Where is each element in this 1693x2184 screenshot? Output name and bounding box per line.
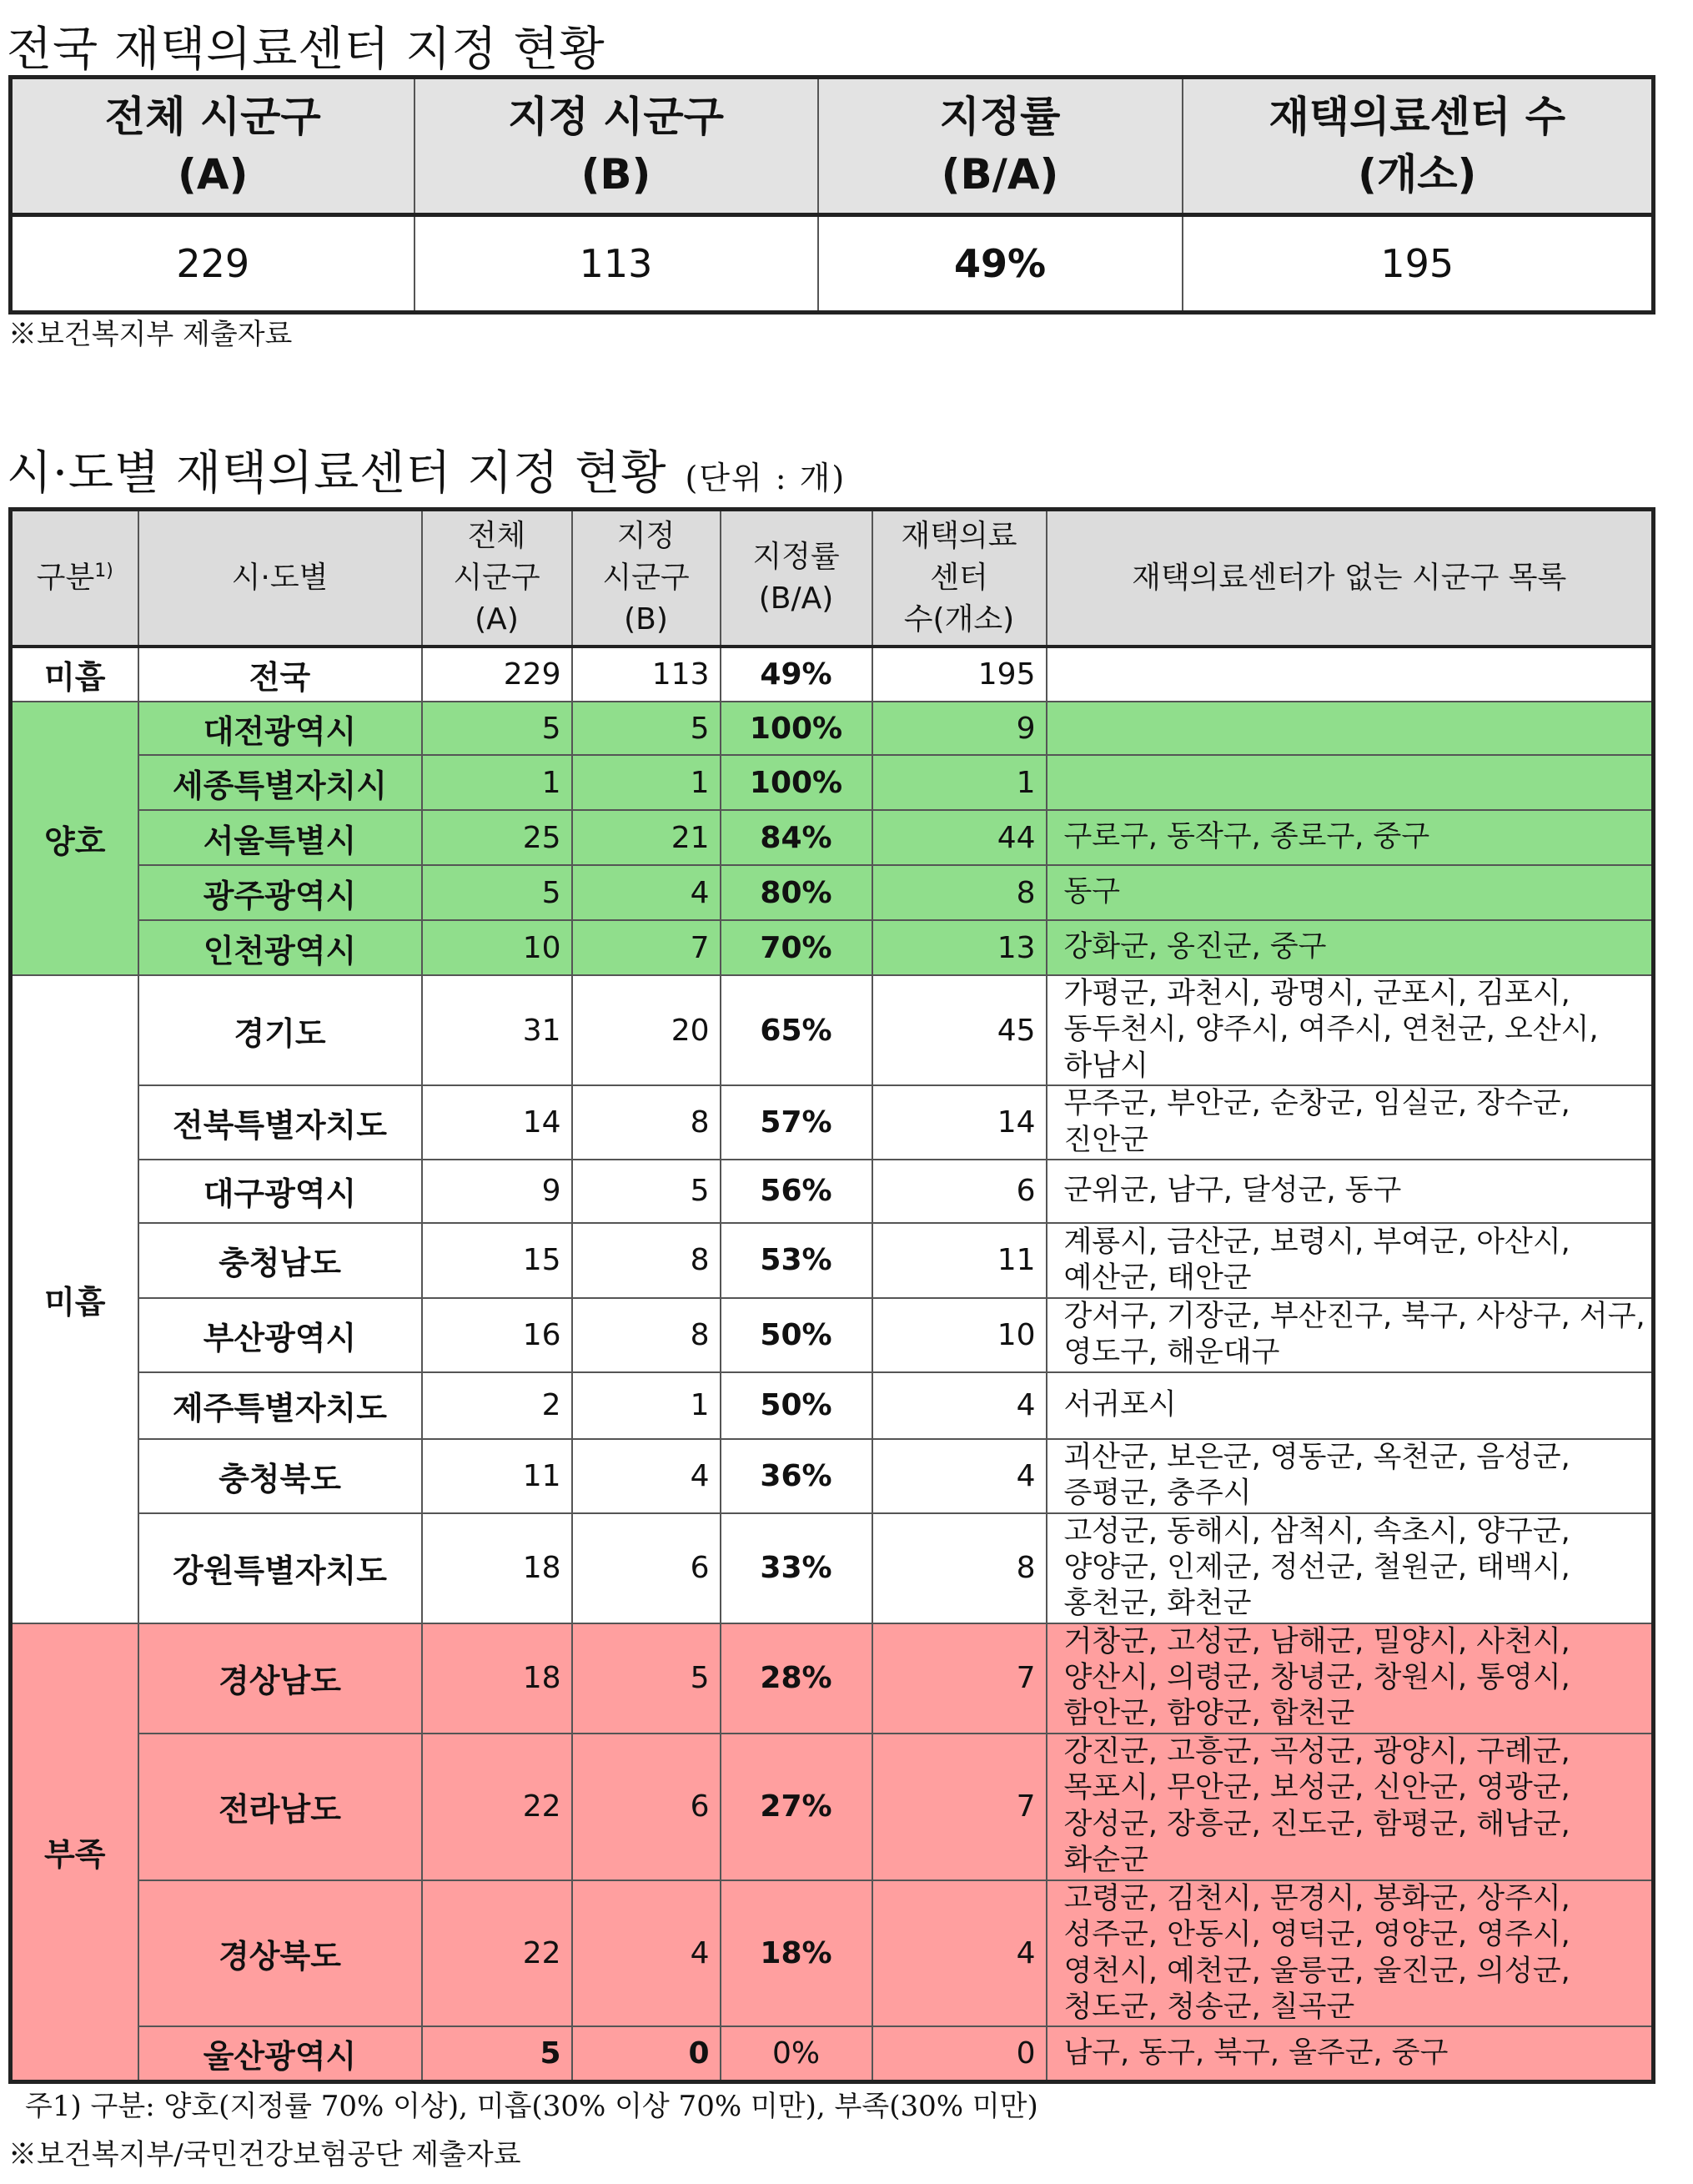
region-cell: 충청북도	[138, 1439, 422, 1513]
table-row	[11, 1372, 1654, 1439]
missing-list-line: 무주군, 부안군, 순창군, 임실군, 장수군,	[1063, 1087, 1570, 1121]
table-row	[11, 1734, 1654, 1880]
header-centers: 재택의료센터 수 (개소)	[1183, 78, 1654, 215]
missing-list-line: 고성군, 동해시, 삼척시, 속초시, 양구군,	[1063, 1514, 1570, 1548]
title-national: 전국 재택의료센터 지정 현황	[7, 23, 605, 77]
centers-cell: 6	[872, 1160, 1047, 1223]
grade-cell: 미흡	[11, 975, 138, 1623]
total-cell: 11	[422, 1439, 572, 1513]
unit-label: (단위 : 개)	[685, 460, 846, 496]
header-rate: 지정률 (B/A)	[818, 78, 1183, 215]
missing-list-line: 거창군, 고성군, 남해군, 밀양시, 사천시,	[1063, 1624, 1570, 1658]
total-cell: 5	[422, 2026, 572, 2081]
value-total: 229	[11, 215, 414, 313]
region-cell: 부산광역시	[138, 1298, 422, 1372]
missing-list-cell	[1047, 702, 1654, 755]
value-centers: 195	[1183, 215, 1654, 313]
total-cell: 31	[422, 975, 572, 1085]
missing-list-cell	[1047, 1372, 1654, 1439]
designated-cell: 5	[572, 1160, 721, 1223]
region-cell: 광주광역시	[138, 865, 422, 920]
missing-list-cell	[1047, 975, 1654, 1085]
missing-list-line: 동두천시, 양주시, 여주시, 연천군, 오산시,	[1063, 1013, 1599, 1047]
missing-list-line: 강진군, 고흥군, 곡성군, 광양시, 구례군,	[1063, 1735, 1570, 1769]
missing-list-line: 청도군, 청송군, 칠곡군	[1063, 1990, 1355, 2025]
table-row	[11, 1298, 1654, 1372]
designated-cell: 1	[572, 1372, 721, 1439]
missing-list-line: 영도구, 해운대구	[1063, 1336, 1280, 1370]
table-row	[11, 1223, 1654, 1298]
missing-list-cell	[1047, 2026, 1654, 2081]
missing-list-line: 하남시	[1063, 1049, 1148, 1083]
header-missing-list: 재택의료센터가 없는 시군구 목록	[1047, 510, 1654, 647]
designated-cell: 4	[572, 865, 721, 920]
missing-list-line: 장성군, 장흥군, 진도군, 함평군, 해남군,	[1063, 1807, 1570, 1841]
designated-cell: 6	[572, 1734, 721, 1880]
missing-list-cell	[1047, 1513, 1654, 1623]
missing-list-line: 양양군, 인제군, 정선군, 철원군, 태백시,	[1063, 1550, 1570, 1584]
rate-cell: 49%	[721, 647, 872, 702]
total-cell: 18	[422, 1623, 572, 1734]
missing-list-cell	[1047, 755, 1654, 810]
rate-cell: 57%	[721, 1085, 872, 1160]
table-row	[11, 1513, 1654, 1623]
rate-cell: 100%	[721, 702, 872, 755]
rate-cell: 36%	[721, 1439, 872, 1513]
designated-cell: 8	[572, 1223, 721, 1298]
table-row	[11, 975, 1654, 1085]
region-cell: 울산광역시	[138, 2026, 422, 2081]
total-cell: 14	[422, 1085, 572, 1160]
source-note-1: ※보건복지부 제출자료	[8, 318, 293, 351]
region-cell: 제주특별자치도	[138, 1372, 422, 1439]
designated-cell: 20	[572, 975, 721, 1085]
table-row	[11, 1160, 1654, 1223]
total-cell: 9	[422, 1160, 572, 1223]
region-cell: 경상북도	[138, 1880, 422, 2027]
total-cell: 229	[422, 647, 572, 702]
rate-cell: 18%	[721, 1880, 872, 2027]
rate-cell: 65%	[721, 975, 872, 1085]
region-cell: 전북특별자치도	[138, 1085, 422, 1160]
designated-cell: 6	[572, 1513, 721, 1623]
grade-cell: 양호	[11, 702, 138, 975]
rate-cell: 56%	[721, 1160, 872, 1223]
table1-value-row	[11, 215, 1654, 313]
missing-list-cell	[1047, 1298, 1654, 1372]
total-cell: 22	[422, 1734, 572, 1880]
centers-cell: 0	[872, 2026, 1047, 2081]
region-cell: 강원특별자치도	[138, 1513, 422, 1623]
centers-cell: 7	[872, 1623, 1047, 1734]
missing-list-line: 함안군, 함양군, 합천군	[1063, 1697, 1355, 1731]
region-cell: 인천광역시	[138, 920, 422, 975]
designated-cell: 21	[572, 810, 721, 865]
table1-header-row	[11, 78, 1654, 215]
designated-cell: 113	[572, 647, 721, 702]
total-cell: 5	[422, 865, 572, 920]
total-cell: 1	[422, 755, 572, 810]
missing-list-cell: 강화군, 옹진군, 중구	[1047, 920, 1654, 975]
regional-table	[8, 507, 1655, 2084]
missing-list-cell	[1047, 1880, 1654, 2027]
centers-cell: 8	[872, 865, 1047, 920]
centers-cell: 1	[872, 755, 1047, 810]
total-cell: 2	[422, 1372, 572, 1439]
missing-list-cell	[1047, 1085, 1654, 1160]
region-cell: 전라남도	[138, 1734, 422, 1880]
total-cell: 25	[422, 810, 572, 865]
missing-list-line: 진안군	[1063, 1123, 1148, 1157]
header-centers: 재택의료 센터 수(개소)	[872, 510, 1047, 647]
rate-cell: 50%	[721, 1298, 872, 1372]
header-total: 전체 시군구 (A)	[422, 510, 572, 647]
missing-list-line: 가평군, 과천시, 광명시, 군포시, 김포시,	[1063, 977, 1570, 1010]
missing-list-line: 남구, 동구, 북구, 울주군, 중구	[1063, 2036, 1449, 2070]
table-row	[11, 865, 1654, 920]
rate-cell: 80%	[721, 865, 872, 920]
table-row	[11, 920, 1654, 975]
rate-cell: 33%	[721, 1513, 872, 1623]
designated-cell: 5	[572, 702, 721, 755]
region-cell: 세종특별자치시	[138, 755, 422, 810]
centers-cell: 45	[872, 975, 1047, 1085]
value-rate: 49%	[818, 215, 1183, 313]
missing-list-line: 괴산군, 보은군, 영동군, 옥천군, 음성군,	[1063, 1440, 1570, 1474]
region-cell: 충청남도	[138, 1223, 422, 1298]
region-cell: 경기도	[138, 975, 422, 1085]
missing-list-line: 목포시, 무안군, 보성군, 신안군, 영광군,	[1063, 1771, 1570, 1805]
rate-cell: 100%	[721, 755, 872, 810]
centers-cell: 4	[872, 1880, 1047, 2027]
missing-list-line: 군위군, 남구, 달성군, 동구	[1063, 1174, 1402, 1208]
missing-list-cell: 동구	[1047, 865, 1654, 920]
header-designated: 지정 시군구 (B)	[572, 510, 721, 647]
missing-list-line: 성주군, 안동시, 영덕군, 영양군, 영주시,	[1063, 1918, 1570, 1952]
rate-cell: 70%	[721, 920, 872, 975]
designated-cell: 0	[572, 2026, 721, 2081]
missing-list-line: 고령군, 김천시, 문경시, 봉화군, 상주시,	[1063, 1881, 1570, 1915]
total-cell: 10	[422, 920, 572, 975]
missing-list-cell	[1047, 1439, 1654, 1513]
table-row	[11, 810, 1654, 865]
rate-cell: 50%	[721, 1372, 872, 1439]
region-cell: 경상남도	[138, 1623, 422, 1734]
missing-list-line: 예산군, 태안군	[1063, 1261, 1252, 1295]
missing-list-line: 홍천군, 화천군	[1063, 1587, 1252, 1621]
total-cell: 22	[422, 1880, 572, 2027]
designated-cell: 8	[572, 1298, 721, 1372]
centers-cell: 44	[872, 810, 1047, 865]
table-row	[11, 1085, 1654, 1160]
missing-list-line: 화순군	[1063, 1844, 1148, 1878]
header-grade: 구분$^{1)}$	[11, 510, 138, 647]
table-row	[11, 1880, 1654, 2027]
centers-cell: 4	[872, 1372, 1047, 1439]
header-total: 전체 시군구 (A)	[11, 78, 414, 215]
table-row	[11, 1439, 1654, 1513]
total-cell: 15	[422, 1223, 572, 1298]
rate-cell: 84%	[721, 810, 872, 865]
title-regional: 시·도별 재택의료센터 지정 현황 (단위 : 개)	[7, 446, 846, 501]
region-cell: 대구광역시	[138, 1160, 422, 1223]
missing-list-line: 계룡시, 금산군, 보령시, 부여군, 아산시,	[1063, 1225, 1570, 1259]
centers-cell: 9	[872, 702, 1047, 755]
designated-cell: 5	[572, 1623, 721, 1734]
table-row	[11, 2026, 1654, 2081]
missing-list-cell	[1047, 1734, 1654, 1880]
footnote: 주1) 구분: 양호(지정률 70% 이상), 미흡(30% 이상 70% 미만), 부족(30% 미만)	[25, 2090, 1038, 2123]
designated-cell: 4	[572, 1439, 721, 1513]
missing-list-cell	[1047, 647, 1654, 702]
missing-list-line: 양산시, 의령군, 창녕군, 창원시, 통영시,	[1063, 1661, 1570, 1695]
grade-cell: 부족	[11, 1623, 138, 2082]
grade-cell: 미흡	[11, 647, 138, 702]
centers-cell: 10	[872, 1298, 1047, 1372]
table-row-national	[11, 647, 1654, 702]
missing-list-line: 영천시, 예천군, 울릉군, 울진군, 의성군,	[1063, 1954, 1570, 1988]
missing-list-cell	[1047, 1623, 1654, 1734]
missing-list-line: 증평군, 충주시	[1063, 1477, 1252, 1511]
source-note-2: ※보건복지부/국민건강보험공단 제출자료	[8, 2138, 521, 2171]
rate-cell: 53%	[721, 1223, 872, 1298]
table2-header-row	[11, 510, 1654, 647]
designated-cell: 1	[572, 755, 721, 810]
table-row	[11, 755, 1654, 810]
missing-list-line: 서귀포시	[1063, 1388, 1177, 1422]
centers-cell: 14	[872, 1085, 1047, 1160]
region-cell: 대전광역시	[138, 702, 422, 755]
designated-cell: 7	[572, 920, 721, 975]
designated-cell: 8	[572, 1085, 721, 1160]
rate-cell: 28%	[721, 1623, 872, 1734]
national-summary-table	[8, 75, 1655, 315]
region-cell: 전국	[138, 647, 422, 702]
rate-cell: 27%	[721, 1734, 872, 1880]
designated-cell: 4	[572, 1880, 721, 2027]
missing-list-cell	[1047, 1160, 1654, 1223]
region-cell: 서울특별시	[138, 810, 422, 865]
total-cell: 18	[422, 1513, 572, 1623]
rate-cell: 0%	[721, 2026, 872, 2081]
header-rate: 지정률 (B/A)	[721, 510, 872, 647]
missing-list-cell	[1047, 1223, 1654, 1298]
centers-cell: 11	[872, 1223, 1047, 1298]
header-designated: 지정 시군구 (B)	[414, 78, 818, 215]
total-cell: 5	[422, 702, 572, 755]
value-designated: 113	[414, 215, 818, 313]
centers-cell: 195	[872, 647, 1047, 702]
table-row	[11, 702, 1654, 755]
centers-cell: 13	[872, 920, 1047, 975]
total-cell: 16	[422, 1298, 572, 1372]
centers-cell: 7	[872, 1734, 1047, 1880]
regional-table-body	[11, 647, 1654, 2081]
missing-list-cell: 구로구, 동작구, 종로구, 중구	[1047, 810, 1654, 865]
centers-cell: 4	[872, 1439, 1047, 1513]
table-row	[11, 1623, 1654, 1734]
header-region: 시·도별	[138, 510, 422, 647]
missing-list-line: 강서구, 기장군, 부산진구, 북구, 사상구, 서구,	[1063, 1299, 1645, 1333]
centers-cell: 8	[872, 1513, 1047, 1623]
